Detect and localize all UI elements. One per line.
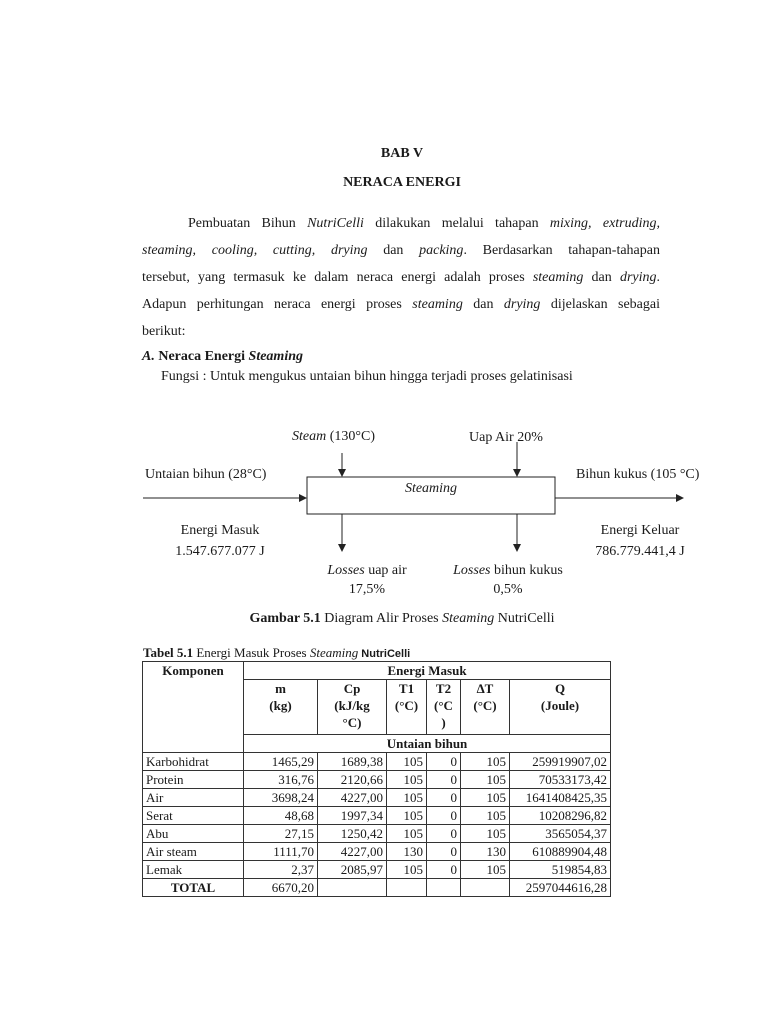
header-m-unit: (kg) bbox=[269, 698, 292, 713]
intro-text: mixing, extruding, bbox=[549, 216, 661, 231]
header-t1-unit: (°C) bbox=[394, 698, 419, 713]
cell-dt: 105 bbox=[461, 753, 510, 771]
energi-masuk-label: Energi Masuk bbox=[180, 523, 260, 538]
total-label: TOTAL bbox=[143, 879, 244, 897]
header-q-unit: (Joule) bbox=[540, 698, 580, 713]
total-empty bbox=[318, 879, 387, 897]
header-t2 bbox=[427, 680, 461, 735]
cell-cp: 2120,66 bbox=[318, 771, 387, 789]
cell-t1: 130 bbox=[387, 843, 427, 861]
cell-m: 1465,29 bbox=[244, 753, 318, 771]
energi-masuk-value: 1.547.677.077 J bbox=[175, 544, 265, 559]
intro-text: steaming bbox=[412, 297, 463, 312]
intro-text: . Berdasarkan tahapan-tahapan bbox=[463, 243, 660, 258]
cell-t2: 0 bbox=[427, 753, 461, 771]
cell-t1: 105 bbox=[387, 771, 427, 789]
fungsi-text: Fungsi : Untuk mengukus untaian bihun hingga terjadi proses gelatinisasi bbox=[161, 369, 573, 384]
intro-text: NutriCelli bbox=[307, 216, 364, 231]
cell-m: 27,15 bbox=[244, 825, 318, 843]
cell-dt: 105 bbox=[461, 861, 510, 879]
intro-text: Adapun perhitungan neraca energi proses bbox=[142, 297, 413, 312]
losses-uap-label bbox=[300, 561, 434, 599]
cell-m: 3698,24 bbox=[244, 789, 318, 807]
cell-t2: 0 bbox=[427, 771, 461, 789]
total-empty bbox=[461, 879, 510, 897]
losses-pct: 0,5% bbox=[493, 582, 523, 597]
table-sans: NutriCelli bbox=[358, 648, 411, 660]
table-row bbox=[143, 771, 611, 789]
box-text: Steaming bbox=[404, 481, 458, 496]
cell-q: 3565054,37 bbox=[510, 825, 611, 843]
cell-m: 2,37 bbox=[244, 861, 318, 879]
losses-bihun-label bbox=[438, 561, 578, 599]
table-number: Tabel 5.1 bbox=[143, 645, 194, 660]
cell-name: Lemak bbox=[143, 861, 244, 879]
cell-m: 316,76 bbox=[244, 771, 318, 789]
table-row bbox=[143, 861, 611, 879]
intro-text: packing bbox=[419, 243, 464, 258]
cell-t2: 0 bbox=[427, 825, 461, 843]
figure-caption bbox=[0, 611, 768, 627]
intro-text: dan bbox=[583, 270, 620, 285]
table-row bbox=[143, 825, 611, 843]
input-label: Untaian bihun (28°C) bbox=[145, 467, 267, 482]
header-t1-text: T1 bbox=[398, 681, 415, 696]
header-t2-unit: ) bbox=[441, 715, 446, 730]
losses-rest: bihun kukus bbox=[490, 563, 563, 578]
steam-label bbox=[292, 429, 375, 445]
intro-text: Pembuatan Bihun bbox=[188, 216, 308, 231]
steam-rest: (130°C) bbox=[326, 429, 375, 444]
total-m: 6670,20 bbox=[244, 879, 318, 897]
cell-t2: 0 bbox=[427, 861, 461, 879]
section-italic: Steaming bbox=[248, 349, 304, 364]
cell-cp: 1997,34 bbox=[318, 807, 387, 825]
table-row bbox=[143, 789, 611, 807]
cell-dt: 105 bbox=[461, 789, 510, 807]
cell-name: Protein bbox=[143, 771, 244, 789]
cell-t2: 0 bbox=[427, 843, 461, 861]
page-title: NERACA ENERGI bbox=[343, 175, 461, 190]
intro-text: dan bbox=[462, 297, 504, 312]
cell-q: 1641408425,35 bbox=[510, 789, 611, 807]
cell-name: Abu bbox=[143, 825, 244, 843]
cell-dt: 105 bbox=[461, 825, 510, 843]
cell-name: Karbohidrat bbox=[143, 753, 244, 771]
cell-q: 70533173,42 bbox=[510, 771, 611, 789]
total-empty bbox=[427, 879, 461, 897]
energi-keluar-value: 786.779.441,4 J bbox=[595, 544, 685, 559]
header-t2-text: T2 bbox=[435, 681, 452, 696]
section-heading bbox=[142, 349, 303, 365]
header-t2-unit: (°C bbox=[434, 698, 453, 713]
table-italic: Steaming bbox=[309, 645, 359, 660]
header-cp-text: Cp bbox=[343, 681, 361, 696]
intro-text: dan bbox=[367, 243, 420, 258]
cell-m: 1111,70 bbox=[244, 843, 318, 861]
cell-dt: 105 bbox=[461, 807, 510, 825]
header-m bbox=[244, 680, 318, 735]
table-total-row bbox=[143, 879, 611, 897]
intro-text: berikut: bbox=[142, 324, 186, 339]
cell-name: Serat bbox=[143, 807, 244, 825]
header-cp-unit: (kJ/kg bbox=[334, 698, 370, 713]
cell-t2: 0 bbox=[427, 807, 461, 825]
table-text: Energi Masuk Proses bbox=[193, 645, 310, 660]
cell-cp: 2085,97 bbox=[318, 861, 387, 879]
output-label: Bihun kukus (105 °C) bbox=[576, 467, 700, 482]
header-q-text: Q bbox=[554, 681, 566, 696]
cell-q: 10208296,82 bbox=[510, 807, 611, 825]
table-row bbox=[143, 753, 611, 771]
intro-text: steaming bbox=[532, 270, 584, 285]
cell-t1: 105 bbox=[387, 789, 427, 807]
table-caption bbox=[143, 645, 410, 661]
intro-text: dilakukan melalui tahapan bbox=[363, 216, 550, 231]
total-empty bbox=[387, 879, 427, 897]
header-cp-unit: °C) bbox=[342, 715, 362, 730]
cell-q: 519854,83 bbox=[510, 861, 611, 879]
cell-t2: 0 bbox=[427, 789, 461, 807]
intro-text: drying bbox=[619, 270, 657, 285]
header-q bbox=[510, 680, 611, 735]
cell-cp: 4227,00 bbox=[318, 789, 387, 807]
figure-number: Gambar 5.1 bbox=[249, 611, 321, 626]
steam-italic: Steam bbox=[292, 429, 327, 444]
cell-t1: 105 bbox=[387, 825, 427, 843]
losses-italic: Losses bbox=[327, 563, 365, 578]
cell-cp: 1250,42 bbox=[318, 825, 387, 843]
intro-text: tersebut, yang termasuk ke dalam neraca energi adalah proses bbox=[142, 270, 533, 285]
losses-pct: 17,5% bbox=[348, 582, 386, 597]
cell-name: Air steam bbox=[143, 843, 244, 861]
intro-text: steaming, cooling, cutting, drying bbox=[142, 243, 368, 258]
figure-text2: NutriCelli bbox=[494, 611, 555, 626]
header-m-text: m bbox=[275, 681, 286, 696]
table-row bbox=[143, 843, 611, 861]
cell-q: 259919907,02 bbox=[510, 753, 611, 771]
header-energi-masuk: Energi Masuk bbox=[244, 662, 611, 680]
header-dt bbox=[461, 680, 510, 735]
table-header-row bbox=[143, 662, 611, 680]
header-dt-text: ∆T bbox=[476, 681, 494, 696]
cell-cp: 4227,00 bbox=[318, 843, 387, 861]
cell-t1: 105 bbox=[387, 807, 427, 825]
energi-masuk bbox=[145, 520, 295, 562]
figure-italic: Steaming bbox=[442, 611, 495, 626]
section-text: Neraca Energi bbox=[154, 349, 249, 364]
intro-text: drying bbox=[503, 297, 541, 312]
group-untaian-bihun: Untaian bihun bbox=[244, 735, 611, 753]
cell-t1: 105 bbox=[387, 753, 427, 771]
cell-name: Air bbox=[143, 789, 244, 807]
intro-text: dijelaskan sebagai bbox=[540, 297, 660, 312]
header-komponen: Komponen bbox=[143, 662, 244, 753]
losses-rest: uap air bbox=[364, 563, 407, 578]
cell-t1: 105 bbox=[387, 861, 427, 879]
cell-m: 48,68 bbox=[244, 807, 318, 825]
chapter-heading: BAB V bbox=[380, 146, 424, 161]
header-t1 bbox=[387, 680, 427, 735]
cell-cp: 1689,38 bbox=[318, 753, 387, 771]
energi-keluar-label: Energi Keluar bbox=[600, 523, 680, 538]
uap-air-label: Uap Air 20% bbox=[469, 430, 543, 445]
figure-text: Diagram Alir Proses bbox=[320, 611, 443, 626]
losses-italic: Losses bbox=[453, 563, 491, 578]
header-cp bbox=[318, 680, 387, 735]
section-letter: A. bbox=[142, 349, 155, 364]
intro-paragraph bbox=[142, 210, 660, 345]
box-label bbox=[307, 481, 555, 497]
total-q: 2597044616,28 bbox=[510, 879, 611, 897]
cell-q: 610889904,48 bbox=[510, 843, 611, 861]
table-row bbox=[143, 807, 611, 825]
header-dt-unit: (°C) bbox=[473, 698, 497, 713]
intro-text: . bbox=[656, 270, 660, 285]
energi-keluar bbox=[565, 520, 715, 562]
cell-dt: 130 bbox=[461, 843, 510, 861]
cell-dt: 105 bbox=[461, 771, 510, 789]
energy-table bbox=[142, 661, 611, 897]
